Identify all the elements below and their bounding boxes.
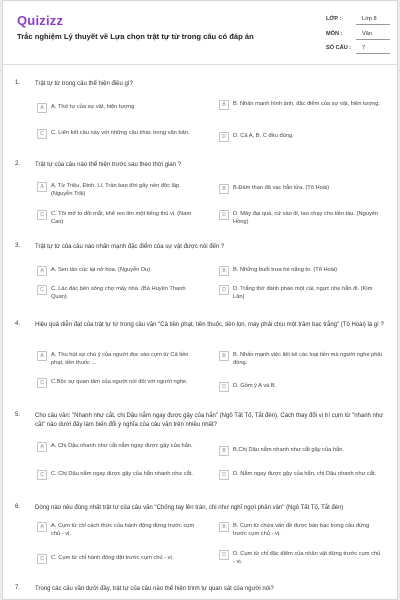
option-letter-box: C bbox=[37, 554, 47, 564]
option-letter-box: B bbox=[219, 100, 229, 110]
question-number: 4. bbox=[15, 321, 21, 327]
page-title: Trắc nghiệm Lý thuyết về Lựa chọn trật tự từ trong câu có đáp án bbox=[17, 32, 254, 41]
option-text: D. Gồm ý A và B. bbox=[233, 383, 277, 389]
question-text: Cho câu văn: "Nhanh như cắt, chị Dậu nắm ngay được gậy của hắn" (Ngô Tất Tố, Tắt đèn). Cách thay đổi vị trí cụm từ "nhanh như cắt" nào dưới đây làm biến đổi ý nghĩa của câu văn trên nhiều nhất? bbox=[35, 413, 384, 428]
worksheet-page bbox=[2, 0, 398, 600]
grade-label: LỚP : bbox=[326, 16, 342, 22]
option-letter-box: B bbox=[219, 266, 229, 276]
option-letter-box: D bbox=[219, 132, 229, 142]
option-text: C. Chị Dậu nắm ngay được gậy của hắn nhanh như cắt. bbox=[51, 471, 193, 477]
worksheet-header bbox=[3, 1, 397, 65]
option-letter-box: C bbox=[37, 285, 47, 295]
option-letter-box: A bbox=[37, 266, 47, 276]
option-text: B. Cụm từ chứa vấn đề được bàn bạc trong câu đứng trước cụm chủ - vị. bbox=[233, 523, 370, 537]
option-text: A. Thứ tự của sự vật, hiện tượng bbox=[51, 104, 135, 110]
option-text: D. Trắng thờ đành pháo một cái, ngực nhẹ hẳn đi. (Kim Lân) bbox=[233, 286, 373, 300]
question-number: 5. bbox=[15, 412, 21, 418]
option-text: C.Bộc sự quan tâm của người nói đối với người nghe. bbox=[51, 379, 188, 385]
option-text: A. Thu hút sự chú ý của người đọc vào cụm từ Cả tiền phạt, tiền thuốc ... bbox=[51, 352, 189, 366]
option-letter-box: D bbox=[219, 210, 229, 220]
option-letter-box: C bbox=[37, 378, 47, 388]
option-text: C. Lác đác bên sông chợ mấy nhà. (Bà Huyện Thanh Quan) bbox=[51, 286, 186, 300]
option-letter-box: C bbox=[37, 129, 47, 139]
option-text: A. Cụm từ chỉ cách thức của hành động đứng trước cụm chủ - vị. bbox=[51, 523, 195, 537]
option-letter-box: B bbox=[219, 184, 229, 194]
question-text: Trật tự của câu nào thể hiện trước sau theo thời gian ? bbox=[35, 162, 182, 168]
question-number: 6. bbox=[15, 504, 21, 510]
question-text: Dòng nào nêu đúng nhất trật tự của câu văn "Chống tay lên trán, chị như nghĩ ngợi phân vân" (Ngô Tất Tố, Tắt đèn) bbox=[35, 505, 344, 511]
option-text: B. Nhấn mạnh hình ảnh, đặc điểm của sự vật, hiện tượng. bbox=[233, 101, 380, 107]
option-letter-box: A bbox=[37, 103, 47, 113]
option-text: A. Từ Triệu, Đinh, Lí, Trần bao đời gây nền độc lập. (Nguyễn Trãi) bbox=[51, 183, 181, 197]
question-number: 2. bbox=[15, 161, 21, 167]
option-letter-box: B bbox=[219, 446, 229, 456]
option-letter-box: A bbox=[37, 442, 47, 452]
question-text: Trật tự từ trong câu thể hiện điều gì? bbox=[35, 81, 133, 87]
option-letter-box: A bbox=[37, 522, 47, 532]
option-letter-box: C bbox=[37, 470, 47, 480]
grade-underline bbox=[356, 24, 390, 25]
question-count-label: SỐ CÂU : bbox=[326, 45, 352, 51]
question-number: 3. bbox=[15, 243, 21, 249]
question-text: Trong các câu văn dưới đây, trật tự của câu nào thể hiện trình tự quan sát của người nói? bbox=[35, 586, 274, 592]
question-count-value: 7 bbox=[362, 45, 366, 51]
option-letter-box: A bbox=[37, 182, 47, 192]
option-text: C. Tôi mở to đôi mắt, khẽ reo lên một tiếng thú vị. (Nam Cao) bbox=[51, 211, 192, 225]
question-number: 7. bbox=[15, 585, 21, 591]
subject-underline bbox=[356, 39, 390, 40]
option-text: D. Mây đại quá, cứ vào đi, tao chạy cho tiền tàu. (Nguyên Hồng) bbox=[233, 211, 379, 225]
grade-value: Lớp 8 bbox=[362, 16, 377, 22]
option-letter-box: D bbox=[219, 470, 229, 480]
option-text: B.Chị Dậu nắm nhanh như cắt gậy của hắn. bbox=[233, 447, 344, 453]
option-text: D. Nắm ngay được gậy của hắn, chị Dậu nhanh như cắt. bbox=[233, 471, 377, 477]
subject-label: MÔN : bbox=[326, 31, 343, 37]
question-text: Hiệu quả diễn đạt của trật tự từ trong câu văn "Cả tiền phạt, tiền thuốc, tiền lọn, máy phải chịu một trăm bạc trắng" (Tô Hoài) là gì ? bbox=[35, 322, 384, 328]
option-text: D. Cả A, B, C đều đúng. bbox=[233, 133, 294, 139]
option-letter-box: C bbox=[37, 210, 47, 220]
option-text: B. Nhấn mạnh việc liệt kê các loại tiền mà người nghe phải đóng. bbox=[233, 352, 382, 366]
option-text: C. Liên kết câu này với những câu khác trong văn bản. bbox=[51, 130, 190, 136]
question-text: Trật tự từ của câu nào nhấn mạnh đặc điểm của sự vật được nói đến ? bbox=[35, 244, 225, 250]
option-text: A. Sen tàn cúc lại nở hoa. (Nguyễn Du) bbox=[51, 267, 151, 273]
option-letter-box: A bbox=[37, 351, 47, 361]
option-letter-box: B bbox=[219, 351, 229, 361]
question-number: 1. bbox=[15, 80, 21, 86]
quizizz-logo: Quizizz bbox=[17, 13, 64, 28]
option-letter-box: D bbox=[219, 382, 229, 392]
option-text: B. Những buổi trưa hè nắng to. (Tô Hoài) bbox=[233, 267, 338, 273]
question-count-underline bbox=[356, 53, 390, 54]
option-letter-box: B bbox=[219, 522, 229, 532]
option-text: A. Chị Dậu nhanh như cắt nắm ngay được gậy của hắn. bbox=[51, 443, 193, 449]
subject-value: Văn bbox=[362, 31, 372, 37]
option-text: B.Đám than đã vạc hẳn lửa. (Tô Hoài) bbox=[233, 185, 330, 191]
option-text: C. Cụm từ chỉ hành động đặt trước cụm chủ - vị. bbox=[51, 555, 174, 561]
option-letter-box: D bbox=[219, 285, 229, 295]
option-text: D. Cụm từ chỉ đặc điểm của nhân vật đứng trước cụm chủ - vị. bbox=[233, 551, 381, 565]
option-letter-box: D bbox=[219, 550, 229, 560]
